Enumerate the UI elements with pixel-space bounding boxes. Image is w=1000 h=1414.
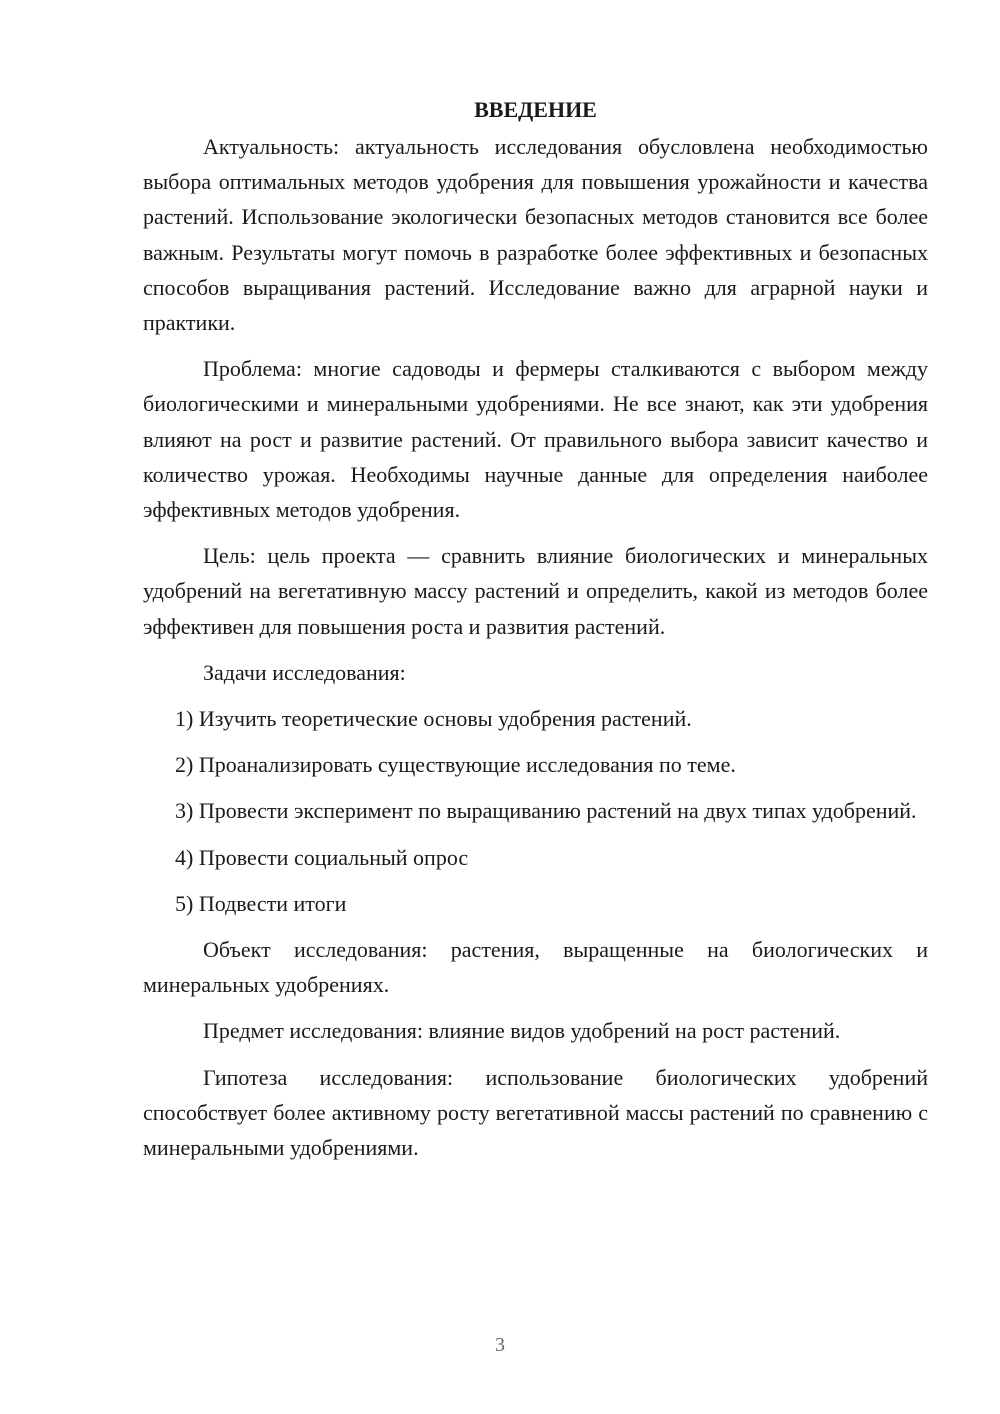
- task-item-1: 1) Изучить теоретические основы удобрения растений.: [175, 706, 692, 732]
- paragraph-hypothesis: Гипотеза исследования: использование биологических удобрений способствует более активному росту вегетативной массы растений по сравнению с минеральными удобрениями.: [143, 1064, 928, 1161]
- task-item-2: 2) Проанализировать существующие исследования по теме.: [175, 752, 736, 778]
- task-item-5: 5) Подвести итоги: [175, 890, 347, 916]
- section-title: ВВЕДЕНИЕ: [474, 97, 597, 122]
- paragraph-problem: Проблема: многие садоводы и фермеры сталкиваются с выбором между биологическими и минеральными удобрениями. Не все знают, как эти удобрения влияют на рост и развитие растений. От правильного выбора зависит качество и количество урожая. Необходимы научные данные для определения наиболее эффективных методов удобрения.: [143, 356, 928, 523]
- document-page: [143, 92, 928, 1176]
- page-number: 3: [495, 1334, 505, 1356]
- paragraph-object: Объект исследования: растения, выращенные на биологических и минеральных удобрениях.: [143, 937, 928, 998]
- task-item-3: 3) Провести эксперимент по выращиванию растений на двух типах удобрений.: [175, 798, 917, 824]
- paragraph-subject: Предмет исследования: влияние видов удобрений на рост растений.: [203, 1018, 841, 1044]
- paragraph-goal: Цель: цель проекта — сравнить влияние биологических и минеральных удобрений на вегетативную массу растений и определить, какой из методов более эффективен для повышения роста и развития растений.: [143, 543, 928, 639]
- paragraph-relevance: Актуальность: актуальность исследования обусловлена необходимостью выбора оптимальных методов удобрения для повышения урожайности и качества растений. Использование экологически безопасных методов становится все более важным. Результаты могут помочь в разработке более эффективных и безопасных способов выращивания растений. Исследование важно для аграрной науки и практики.: [143, 134, 928, 336]
- task-item-4: 4) Провести социальный опрос: [175, 844, 469, 870]
- paragraph-tasks-heading: Задачи исследования:: [203, 659, 406, 685]
